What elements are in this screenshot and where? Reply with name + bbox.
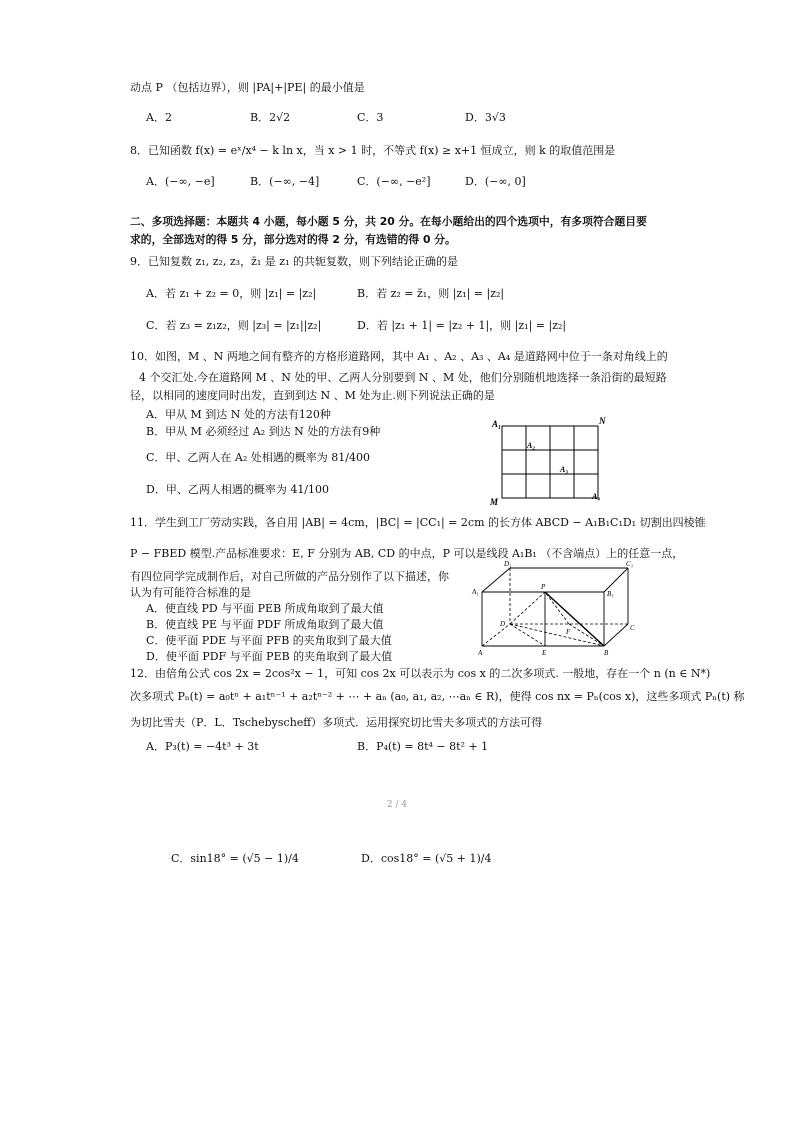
q7-option-a: A．2 <box>146 111 172 124</box>
q12-option-b: B．P₄(t) = 8t⁴ − 8t² + 1 <box>357 740 489 753</box>
q10-stem-line2: 4 个交汇处.今在道路网 M 、N 处的甲、乙两人分别要到 N 、M 处，他们分别随机地选择一条沿街的最短路 <box>139 371 667 384</box>
section2-heading-line1: 二、多项选择题：本题共 4 小题，每小题 5 分，共 20 分。在每小题给出的四个选项中，有多项符合题目要 <box>130 215 647 228</box>
q10-option-b: B．甲从 M 必须经过 A₂ 到达 N 处的方法有9种 <box>146 425 381 438</box>
section2-heading-line2: 求的，全部选对的得 5 分，部分选对的得 2 分，有选错的得 0 分。 <box>130 233 456 246</box>
q10-label-a4: A₄ <box>592 492 601 501</box>
q12-option-d: D．cos18° = (√5 + 1)/4 <box>361 852 492 865</box>
q8-stem: 8．已知函数 f(x) = eˣ/x⁴ − k ln x，当 x > 1 时，不等式 f(x) ≥ x+1 恒成立，则 k 的取值范围是 <box>130 144 616 157</box>
q11-label-c: C <box>630 624 635 632</box>
q11-option-c: C．使平面 PDE 与平面 PFB 的夹角取到了最大值 <box>146 634 392 647</box>
q11-option-a: A．使直线 PD 与平面 PEB 所成角取到了最大值 <box>146 602 384 615</box>
q7-option-b: B．2√2 <box>250 111 291 124</box>
q7-option-d: D．3√3 <box>465 111 506 124</box>
q8-option-c: C．(−∞, −e²] <box>357 175 431 188</box>
q11-label-a1: A₁ <box>472 588 479 596</box>
q12-stem-line2: 次多项式 Pₙ(t) = a₀tⁿ + a₁tⁿ⁻¹ + a₂tⁿ⁻² + ⋯ + aₙ (a₀, a₁, a₂, ⋯aₙ ∈ R)，使得 cos nx = Pₙ(cos x)，这些多项式 Pₙ(t) 称 <box>130 690 745 703</box>
q10-grid-figure <box>488 414 610 506</box>
q11-label-d: D <box>500 620 506 628</box>
q10-label-m: M <box>490 497 499 506</box>
q11-label-c1: C₁ <box>626 560 634 568</box>
q10-option-d: D．甲、乙两人相遇的概率为 41/100 <box>146 483 330 496</box>
q9-option-b: B．若 z₂ = z̄₁，则 |z₁| = |z₂| <box>357 287 505 300</box>
page-number: 2 / 4 <box>386 800 408 810</box>
q10-stem-line1: 10．如图，M 、N 两地之间有整齐的方格形道路网，其中 A₁ 、A₂ 、A₃ 、A₄ 是道路网中位于一条对角线上的 <box>130 350 668 363</box>
q11-stem-line4: 认为有可能符合标准的是 <box>130 586 251 599</box>
q9-option-c: C．若 z₃ = z₁z₂，则 |z₃| = |z₁||z₂| <box>146 319 322 332</box>
q11-option-d: D．使平面 PDF 与平面 PEB 的夹角取到了最大值 <box>146 650 393 663</box>
q12-option-a: A．P₃(t) = −4t³ + 3t <box>146 740 259 753</box>
q11-label-e: E <box>542 649 547 657</box>
q9-stem: 9．已知复数 z₁, z₂, z₃，z̄₁ 是 z₁ 的共轭复数，则下列结论正确的是 <box>130 255 458 268</box>
q10-stem-line3: 径，以相同的速度同时出发，直到到达 N 、M 处为止.则下列说法正确的是 <box>130 389 495 402</box>
q10-label-n: N <box>599 416 606 426</box>
q9-option-a: A．若 z₁ + z₂ = 0，则 |z₁| = |z₂| <box>146 287 317 300</box>
q11-label-f: F <box>566 628 571 636</box>
q12-stem-line1: 12．由倍角公式 cos 2x = 2cos²x − 1，可知 cos 2x 可以表示为 cos x 的二次多项式. 一般地，存在一个 n (n ∈ N*) <box>130 667 711 680</box>
q7-option-c: C．3 <box>357 111 384 124</box>
q11-label-d1: D₁ <box>504 560 512 568</box>
q10-label-a2: A₂ <box>527 441 536 450</box>
q10-label-a3: A₃ <box>560 465 569 474</box>
q12-option-c: C．sin18° = (√5 − 1)/4 <box>171 852 299 865</box>
q11-label-p: P <box>541 583 546 591</box>
q10-label-a1: A₁ <box>492 419 502 429</box>
q11-label-b: B <box>604 649 609 657</box>
q10-option-a: A．甲从 M 到达 N 处的方法有120种 <box>146 408 331 421</box>
q11-stem-line3: 有四位同学完成制作后，对自己所做的产品分别作了以下描述，你 <box>130 570 449 583</box>
q11-option-b: B．使直线 PE 与平面 PDF 所成角取到了最大值 <box>146 618 384 631</box>
q11-label-b1: B₁ <box>607 590 614 598</box>
q8-option-d: D．(−∞, 0] <box>465 175 526 188</box>
q10-option-c: C．甲、乙两人在 A₂ 处相遇的概率为 81/400 <box>146 451 370 464</box>
q11-label-a: A <box>478 649 483 657</box>
q7-stem-tail: 动点 P （包括边界），则 |PA|+|PE| 的最小值是 <box>130 81 365 94</box>
q11-cuboid-figure <box>470 558 646 658</box>
q8-option-b: B．(−∞, −4] <box>250 175 320 188</box>
q12-stem-line3: 为切比雪夫（P．L．Tschebyscheff）多项式．运用探究切比雪夫多项式的方法可得 <box>130 716 543 729</box>
q11-stem-line1: 11．学生到工厂劳动实践，各自用 |AB| = 4cm，|BC| = |CC₁| = 2cm 的长方体 ABCD − A₁B₁C₁D₁ 切割出四棱锥 <box>130 516 706 529</box>
q9-option-d: D．若 |z₁ + 1| = |z₂ + 1|，则 |z₁| = |z₂| <box>357 319 567 332</box>
q11-stem-line2: P − FBED 模型.产品标准要求：E, F 分别为 AB, CD 的中点，P 可以是线段 A₁B₁ （不含端点）上的任意一点， <box>130 547 684 560</box>
q8-option-a: A．(−∞, −e] <box>146 175 215 188</box>
